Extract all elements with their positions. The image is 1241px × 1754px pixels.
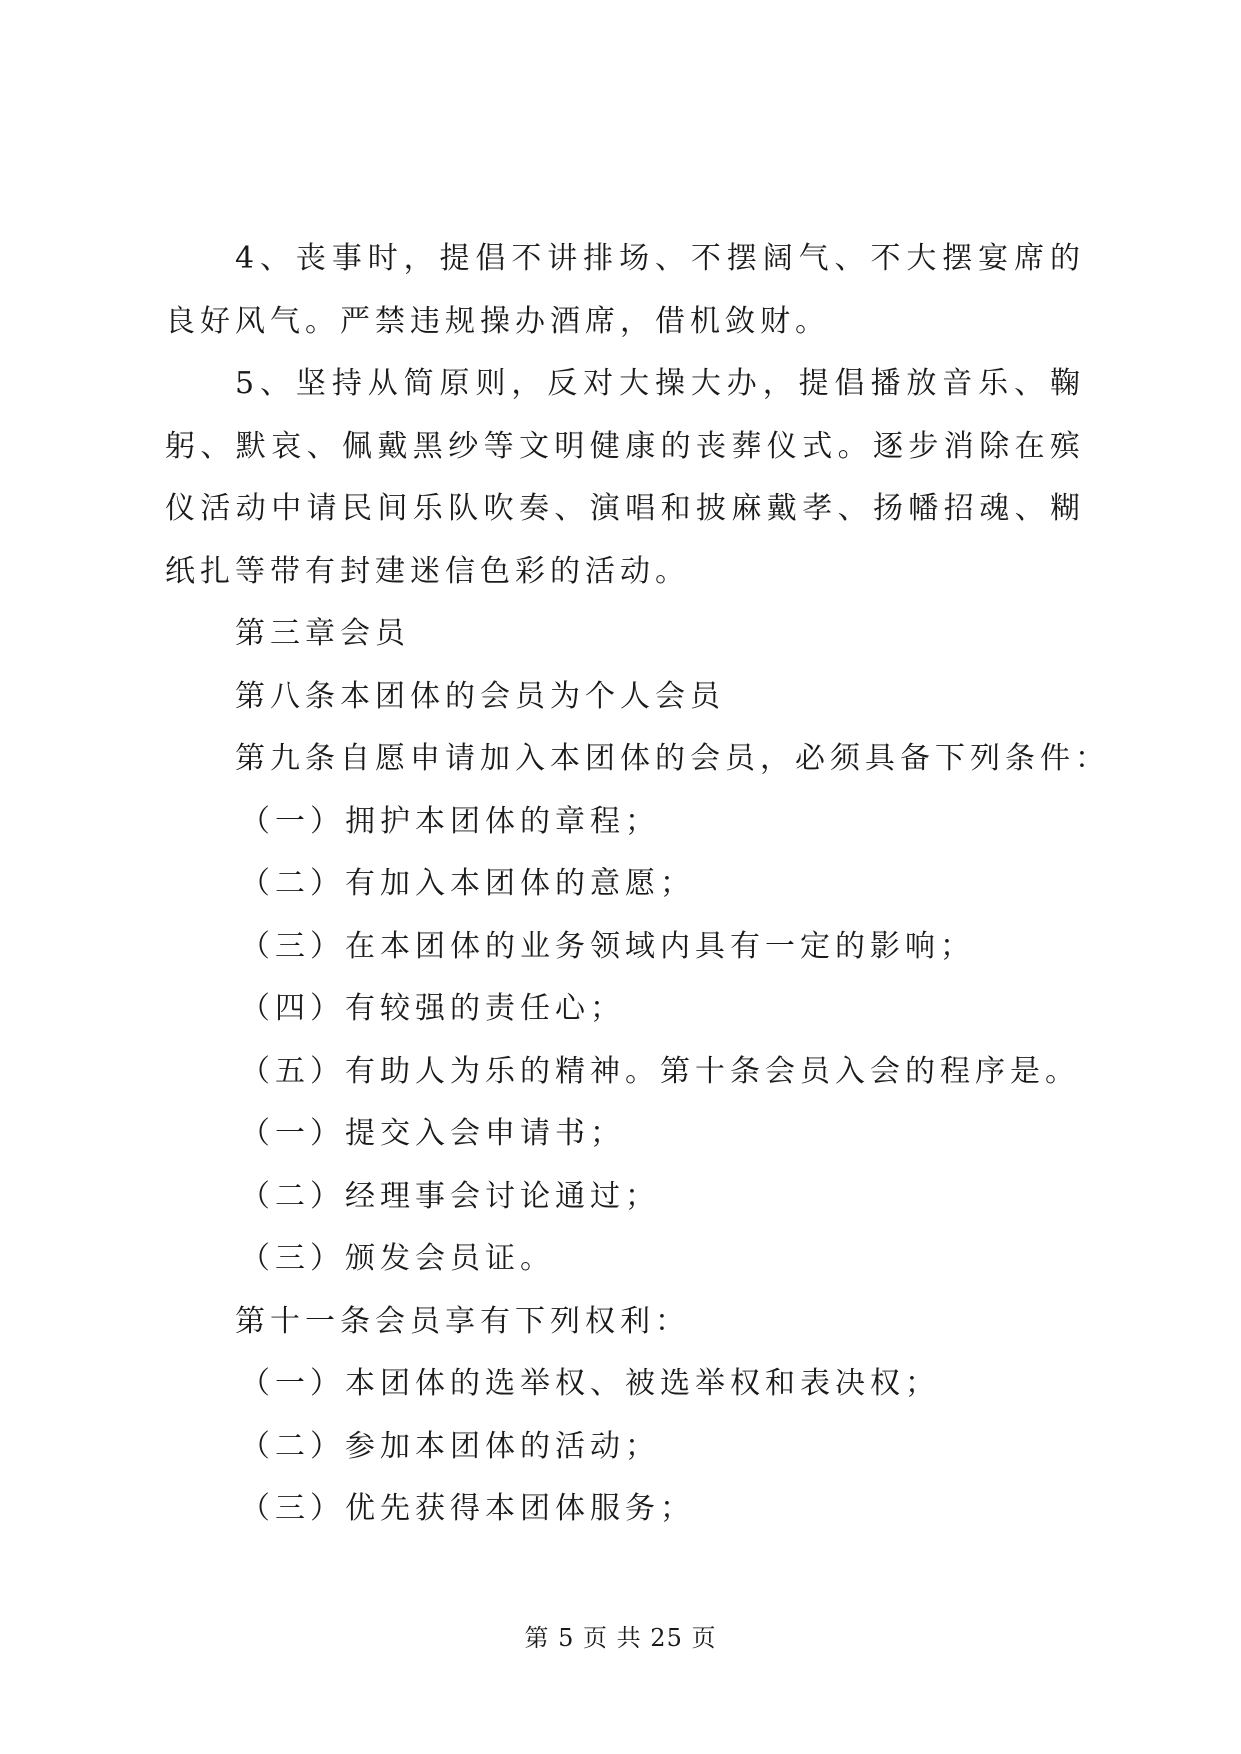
chapter-heading: 第三章会员 [235, 616, 410, 651]
article-8: 第八条本团体的会员为个人会员 [235, 678, 725, 714]
condition-2: （二）有加入本团体的意愿； [240, 866, 695, 901]
page-number-footer: 第 5 页 共 25 页 [524, 1624, 717, 1652]
right-2: （二）参加本团体的活动； [240, 1428, 660, 1464]
right-3: （三）优先获得本团体服务； [240, 1491, 695, 1526]
paragraph-item-5: 5、坚持从简原则，反对大操大办，提倡播放音乐、鞠躬、默哀、佩戴黑纱等文明健康的丧葬仪式。逐步消除在殡仪活动中请民间乐队吹奏、演唱和披麻戴孝、扬幡招魂、糊纸扎等带有封建迷信色彩的活动。 [165, 366, 1085, 589]
procedure-2: （二）经理事会讨论通过； [240, 1178, 660, 1214]
article-9: 第九条自愿申请加入本团体的会员，必须具备下列条件： [235, 741, 1110, 776]
condition-3: （三）在本团体的业务领域内具有一定的影响； [240, 928, 975, 964]
procedure-1: （一）提交入会申请书； [240, 1116, 625, 1151]
document-body [165, 228, 1110, 1541]
right-1: （一）本团体的选举权、被选举权和表决权； [240, 1366, 940, 1401]
paragraph-item-4: 4、丧事时，提倡不讲排场、不摆阔气、不大摆宴席的良好风气。严禁违规操办酒席，借机敛财。 [165, 241, 1085, 339]
article-11: 第十一条会员享有下列权利： [235, 1303, 690, 1339]
condition-1: （一）拥护本团体的章程； [240, 803, 660, 839]
condition-5-article-10: （五）有助人为乐的精神。第十条会员入会的程序是。 [240, 1053, 1080, 1089]
procedure-3: （三）颁发会员证。 [240, 1241, 555, 1276]
condition-4: （四）有较强的责任心； [240, 991, 625, 1026]
